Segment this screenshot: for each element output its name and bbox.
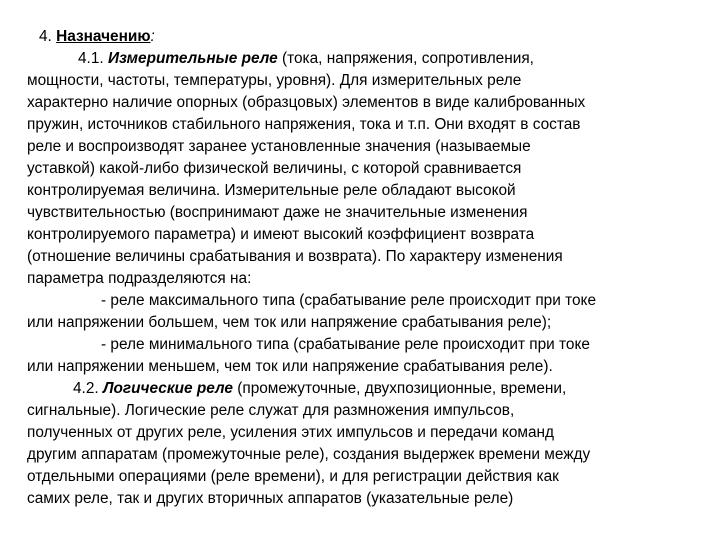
body-line: чувствительностью (воспринимают даже не значительные изменения (27, 204, 528, 221)
list-item-min-type-line-1: - реле минимального типа (срабатывание реле происходит при токе (101, 336, 590, 353)
section-number: 4. (39, 28, 57, 45)
body-line: самих реле, так и других вторичных аппаратов (указательные реле) (27, 490, 514, 507)
subsection-4-1-term: Измерительные реле (107, 50, 278, 67)
body-line: мощности, частоты, температуры, уровня). Для измерительных реле (27, 72, 522, 89)
section-heading (39, 26, 155, 48)
body-line: параметра подразделяются на: (27, 270, 252, 287)
body-line: уставкой) какой-либо физической величины, с которой сравнивается (27, 160, 522, 177)
section-title: Назначению (56, 28, 151, 45)
list-item-max-type-line-1: - реле максимального типа (срабатывание реле происходит при токе (101, 292, 597, 309)
list-item-max-type-line-2: или напряжении большем, чем ток или напряжение срабатывания реле); (27, 314, 552, 331)
body-line: полученных от других реле, усиления этих импульсов и передачи команд (27, 424, 554, 441)
body-line: контролируемого параметра) и имеют высокий коэффициент возврата (27, 226, 535, 243)
body-line: отдельными операциями (реле времени), и для регистрации действия как (27, 468, 559, 485)
subsection-4-2-line-1 (73, 378, 566, 400)
body-line: (отношение величины срабатывания и возврата). По характеру изменения (27, 248, 563, 265)
body-line: реле и воспроизводят заранее установленные значения (называемые (27, 138, 531, 155)
subsection-4-2-rest: (промежуточные, двухпозиционные, времени, (232, 380, 567, 397)
subsection-4-1-number: 4.1. (78, 50, 108, 67)
list-item-min-type-line-2: или напряжении меньшем, чем ток или напряжение срабатывания реле). (27, 358, 553, 375)
subsection-4-1-line-1 (78, 48, 534, 70)
body-line: характерно наличие опорных (образцовых) элементов в виде калиброванных (27, 94, 586, 111)
body-line: пружин, источников стабильного напряжения, тока и т.п. Они входят в состав (27, 116, 581, 133)
body-line: сигнальные). Логические реле служат для размножения импульсов, (27, 402, 515, 419)
subsection-4-2-term: Логические реле (102, 380, 233, 397)
section-colon: : (150, 28, 155, 45)
body-line: контролируемая величина. Измерительные реле обладают высокой (27, 182, 516, 199)
body-line: другим аппаратам (промежуточные реле), создания выдержек времени между (27, 446, 591, 463)
subsection-4-1-rest: (тока, напряжения, сопротивления, (277, 50, 534, 67)
subsection-4-2-number: 4.2. (73, 380, 103, 397)
